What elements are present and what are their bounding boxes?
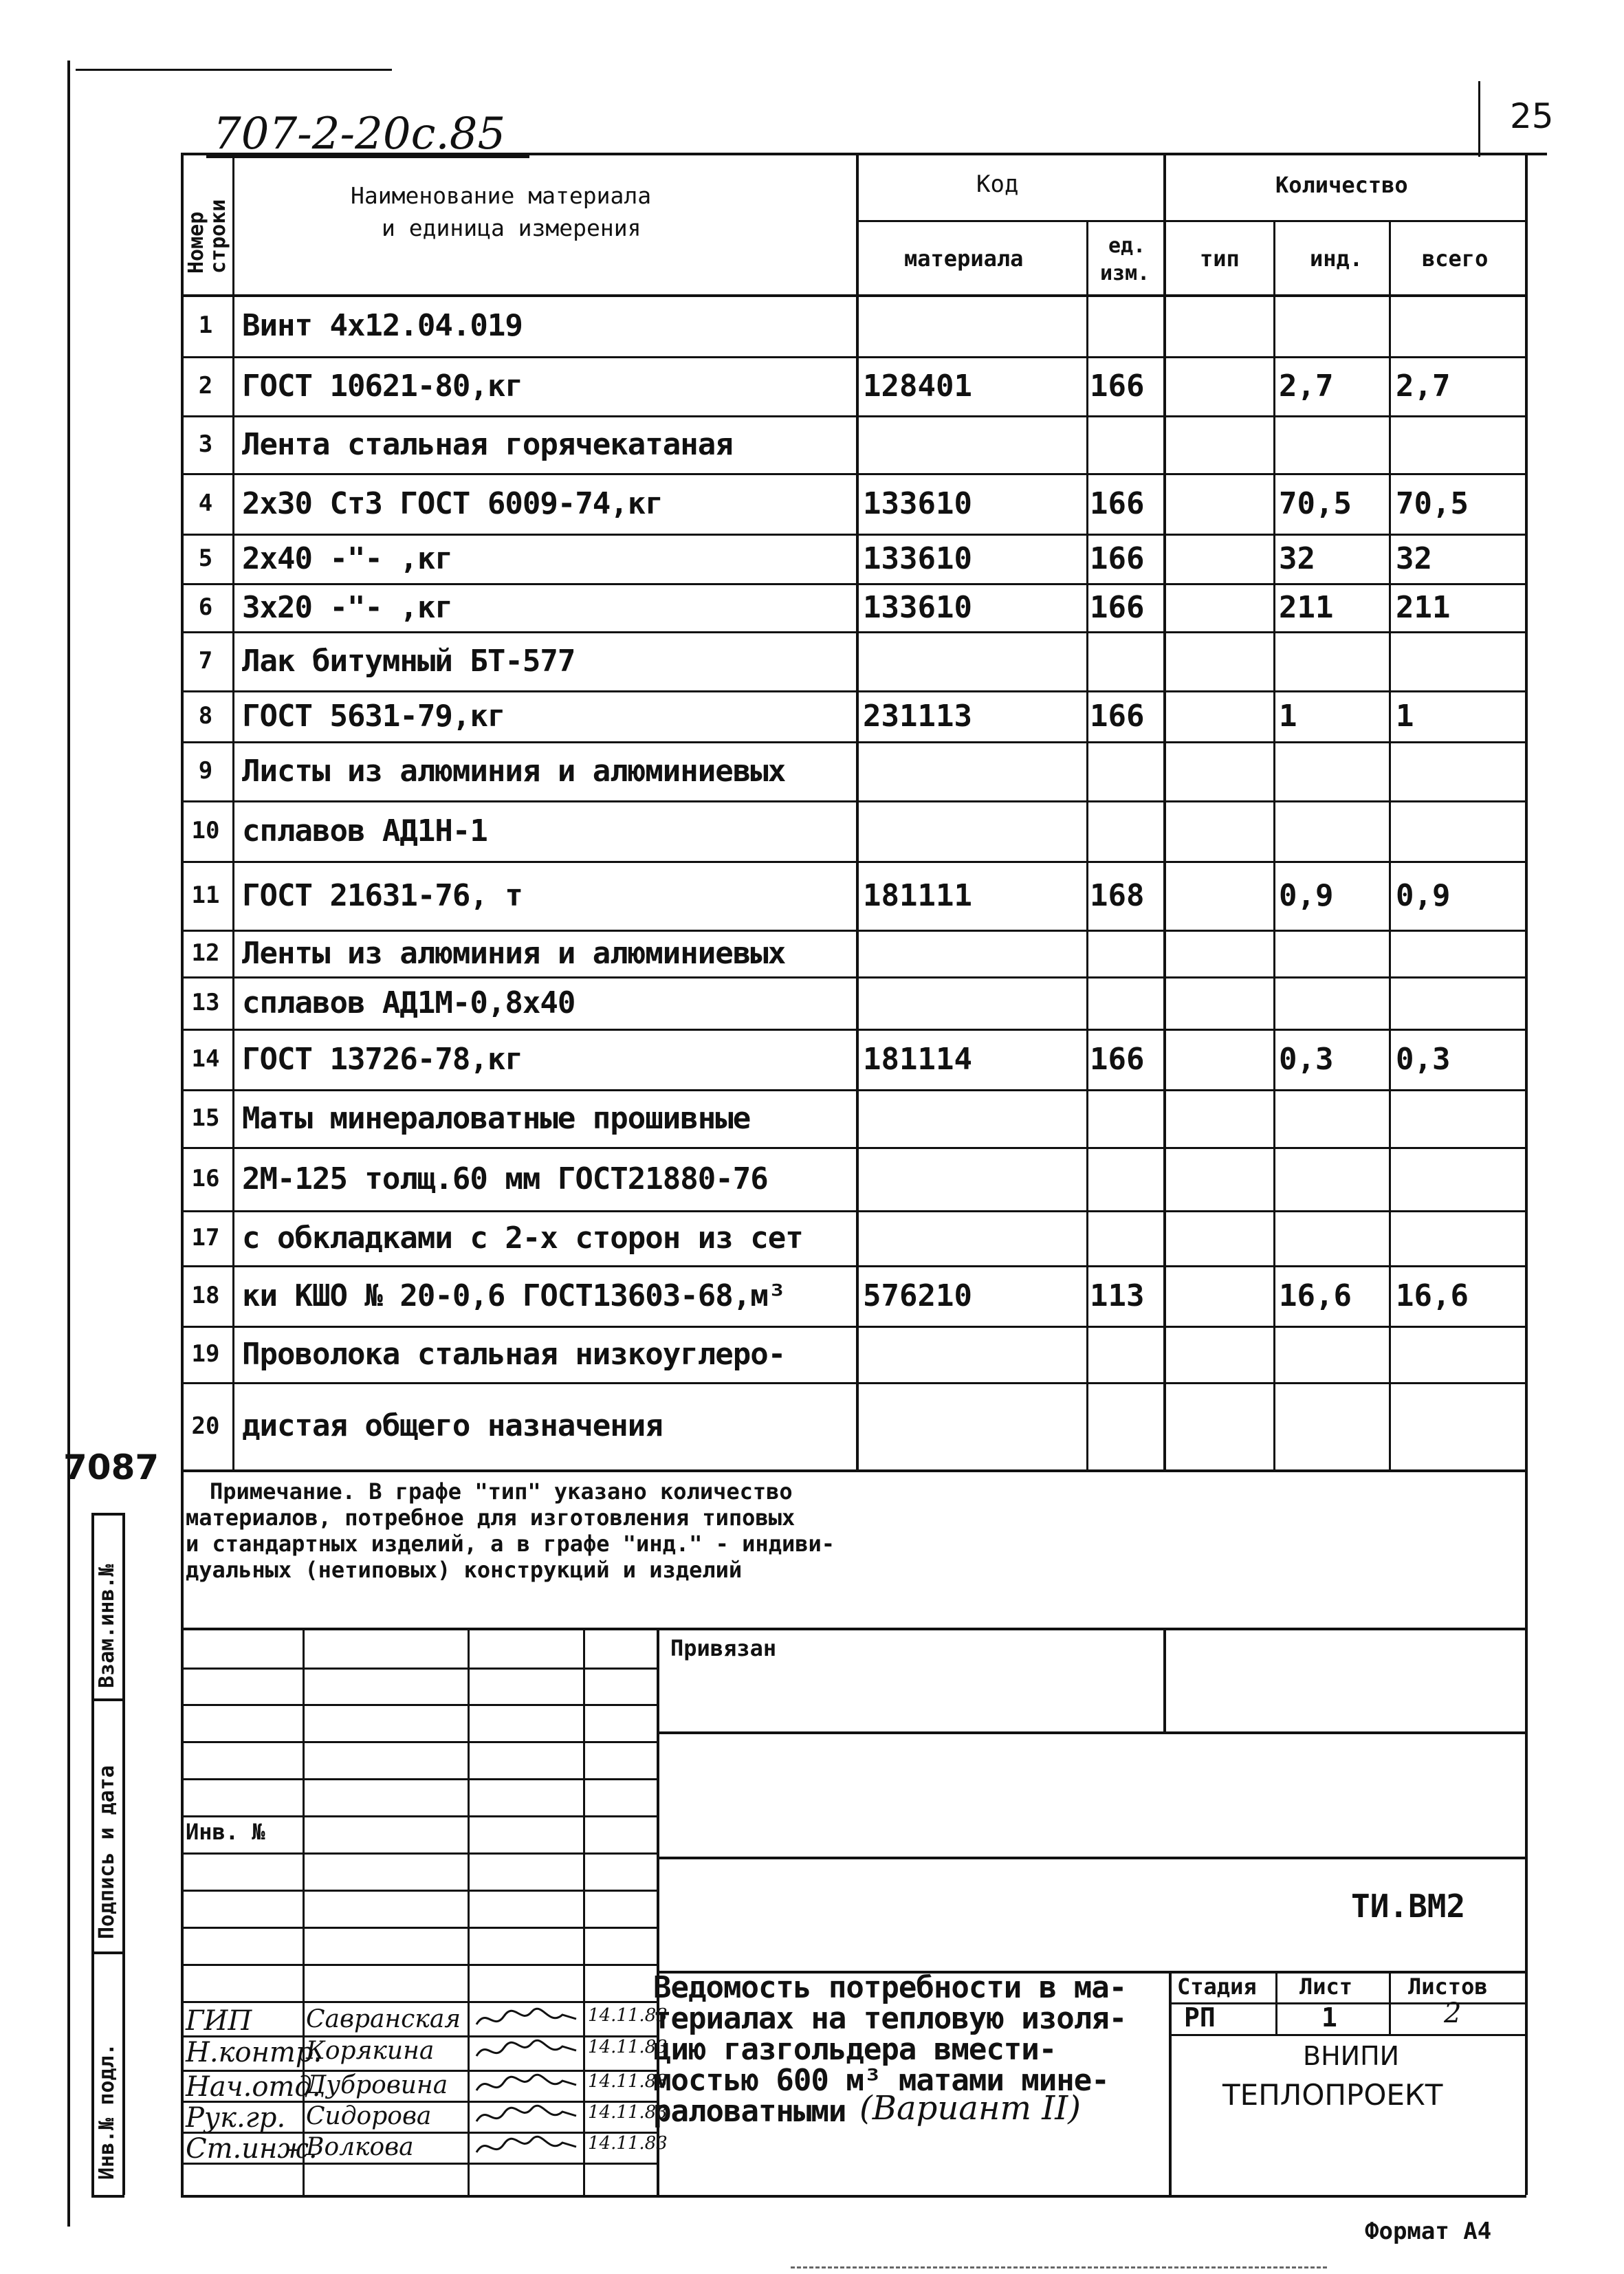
row-total-cell: 0,9 [1396,877,1451,913]
row-ind-cell: 0,9 [1279,877,1334,913]
row-unit-cell: 113 [1090,1278,1145,1313]
row-name-cell: Лента стальная горячекатаная [242,426,733,462]
side-vzam: Взам.инв.№ [95,1564,119,1688]
signer-role: ГИП [186,2005,252,2037]
row-code-cell: 128401 [863,368,972,404]
note-line-4: дуальных (нетиповых) конструкций и изделий [186,1557,743,1583]
row-code-cell: 231113 [863,698,972,734]
doc-title-1: Ведомость потребности в ма- [653,1970,1127,2005]
format-label: Формат А4 [1365,2218,1492,2245]
row-name-cell: ки КШО № 20-0,6 ГОСТ13603-68,м³ [242,1278,786,1313]
row-name-cell: с обкладками с 2-х сторон из сет [242,1220,803,1256]
row-ind-cell: 2,7 [1279,368,1334,404]
doc-title-3: цию газгольдера вмести- [653,2032,1057,2067]
row-unit-cell: 166 [1090,589,1145,625]
doc-title-4: мостью 600 м³ матами мине- [653,2063,1109,2098]
row-n-cell: 7 [198,647,213,675]
row-n-cell: 3 [198,430,213,459]
signature-scribble [473,2070,583,2100]
row-total-cell: 1 [1396,698,1414,734]
row-n-cell: 19 [191,1340,220,1368]
stage-value: РП [1184,2002,1216,2033]
signer-role: Нач.отд. [186,2071,321,2103]
row-code-cell: 133610 [863,589,972,625]
row-code-cell: 133610 [863,540,972,576]
row-name-cell: 3х20 -"- ,кг [242,589,452,625]
row-unit-cell: 166 [1090,698,1145,734]
signer-role: Рук.гр. [186,2102,286,2134]
row-total-cell: 16,6 [1396,1278,1469,1313]
doc-title-handwritten: (Вариант II) [859,2089,1081,2128]
row-name-cell: ГОСТ 21631-76, т [242,877,523,913]
signer-date: 14.11.83 [588,2133,668,2154]
doc-title-2: териалах на тепловую изоля- [653,2001,1127,2036]
page-number: 25 [1510,96,1554,136]
header-code: Код [976,171,1019,198]
row-n-cell: 17 [191,1224,220,1252]
note-left-border [181,1469,184,1628]
row-ind-cell: 1 [1279,698,1297,734]
signer-name: Корякина [306,2037,435,2065]
org-line-2: ТЕПЛОПРОЕКТ [1222,2078,1443,2112]
row-name-cell: сплавов АД1М-0,8х40 [242,985,575,1020]
doc-code: ТИ.ВМ2 [1351,1888,1466,1925]
stage-label: Стадия [1177,1974,1257,2000]
signer-date: 14.11.83 [588,2102,668,2123]
row-n-cell: 4 [198,490,213,518]
row-name-cell: ГОСТ 10621-80,кг [242,368,523,404]
page-number-rule [1478,81,1480,157]
sheet-label: Лист [1299,1974,1353,2000]
sheets-value: 2 [1444,1998,1462,2029]
row-ind-cell: 0,3 [1279,1041,1334,1077]
inv-no-label: Инв. № [186,1819,265,1845]
signer-name: Савранская [306,2005,461,2033]
row-n-cell: 14 [191,1045,220,1073]
frame-top-line [76,69,392,71]
row-n-cell: 15 [191,1104,220,1133]
header-type: тип [1200,245,1240,272]
row-ind-cell: 16,6 [1279,1278,1352,1313]
row-total-cell: 2,7 [1396,368,1451,404]
row-n-cell: 13 [191,989,220,1017]
row-unit-cell: 166 [1090,1041,1145,1077]
row-total-cell: 70,5 [1396,485,1469,521]
row-name-cell: Проволока стальная низкоуглеро- [242,1336,786,1372]
row-n-cell: 10 [191,817,220,845]
header-material: материала [904,245,1024,272]
header-row-number: Номер строки [184,199,230,274]
signature-scribble [473,2004,583,2034]
row-total-cell: 211 [1396,589,1451,625]
row-name-cell: Маты минераловатные прошивные [242,1100,751,1136]
privyazan-label: Привязан [670,1635,777,1661]
row-n-cell: 2 [198,372,213,400]
note-right-border [1525,1469,1528,2195]
row-n-cell: 12 [191,939,220,967]
row-name-cell: Лак битумный БТ-577 [242,643,575,679]
signer-role: Ст.инж. [186,2133,318,2165]
row-n-cell: 1 [198,311,213,340]
row-total-cell: 0,3 [1396,1041,1451,1077]
row-total-cell: 32 [1396,540,1432,576]
row-code-cell: 133610 [863,485,972,521]
side-inv-podl: Инв.№ подл. [95,2043,119,2180]
project-code-underline [206,155,529,158]
doc-title-5: раловатными [653,2094,846,2129]
row-n-cell: 16 [191,1165,220,1193]
org-line-1: ВНИПИ [1303,2041,1400,2071]
row-name-cell: Винт 4х12.04.019 [242,307,523,343]
header-quantity: Количество [1275,172,1408,198]
sheet-value: 1 [1321,2002,1337,2033]
row-unit-cell: 166 [1090,540,1145,576]
signer-name: Волкова [306,2133,414,2161]
signer-role: Н.контр. [186,2037,322,2068]
signature-scribble [473,2035,583,2066]
signer-name: Дубровина [306,2071,448,2099]
row-name-cell: сплавов АД1Н-1 [242,813,487,849]
header-total: всего [1422,245,1489,272]
row-name-cell: 2х40 -"- ,кг [242,540,452,576]
header-ind: инд. [1310,245,1363,272]
side-podpis: Подпись и дата [95,1765,119,1939]
row-n-cell: 9 [198,757,213,785]
header-name-1: Наименование материала [351,182,652,209]
margin-number: 7087 [63,1447,160,1487]
note-line-3: и стандартных изделий, а в графе "инд." - индиви- [186,1531,835,1557]
row-name-cell: 2х30 Ст3 ГОСТ 6009-74,кг [242,485,663,521]
bottom-line [791,2266,1327,2268]
row-name-cell: дистая общего назначения [242,1408,663,1444]
row-ind-cell: 211 [1279,589,1334,625]
signer-date: 14.11.83 [588,2005,668,2026]
signer-date: 14.11.83 [588,2037,668,2057]
row-ind-cell: 70,5 [1279,485,1352,521]
sheets-label: Листов [1408,1974,1488,2000]
header-name-2: и единица измерения [382,215,641,241]
row-n-cell: 5 [198,545,213,573]
row-code-cell: 181114 [863,1041,972,1077]
row-unit-cell: 166 [1090,368,1145,404]
row-ind-cell: 32 [1279,540,1315,576]
frame-left-line [67,61,70,2227]
row-n-cell: 6 [198,593,213,622]
row-name-cell: 2М-125 толщ.60 мм ГОСТ21880-76 [242,1161,768,1196]
row-unit-cell: 166 [1090,485,1145,521]
signer-name: Сидорова [306,2102,432,2130]
row-n-cell: 20 [191,1412,220,1440]
row-name-cell: ГОСТ 13726-78,кг [242,1041,523,1077]
row-n-cell: 8 [198,702,213,730]
header-unit-1: ед. [1108,234,1146,258]
row-code-cell: 576210 [863,1278,972,1313]
note-line-2: материалов, потребное для изготовления типовых [186,1505,795,1531]
row-name-cell: ГОСТ 5631-79,кг [242,698,505,734]
signature-scribble [473,2132,583,2162]
header-unit-2: изм. [1100,261,1150,285]
row-unit-cell: 168 [1090,877,1145,913]
row-name-cell: Листы из алюминия и алюминиевых [242,753,786,789]
row-n-cell: 18 [191,1282,220,1310]
row-name-cell: Ленты из алюминия и алюминиевых [242,935,786,971]
row-code-cell: 181111 [863,877,972,913]
note-line-1: Примечание. В графе "тип" указано количество [210,1478,793,1505]
signer-date: 14.11.83 [588,2071,668,2092]
signature-scribble [473,2101,583,2131]
row-n-cell: 11 [191,882,220,910]
project-code: 707-2-20с.85 [213,109,506,160]
